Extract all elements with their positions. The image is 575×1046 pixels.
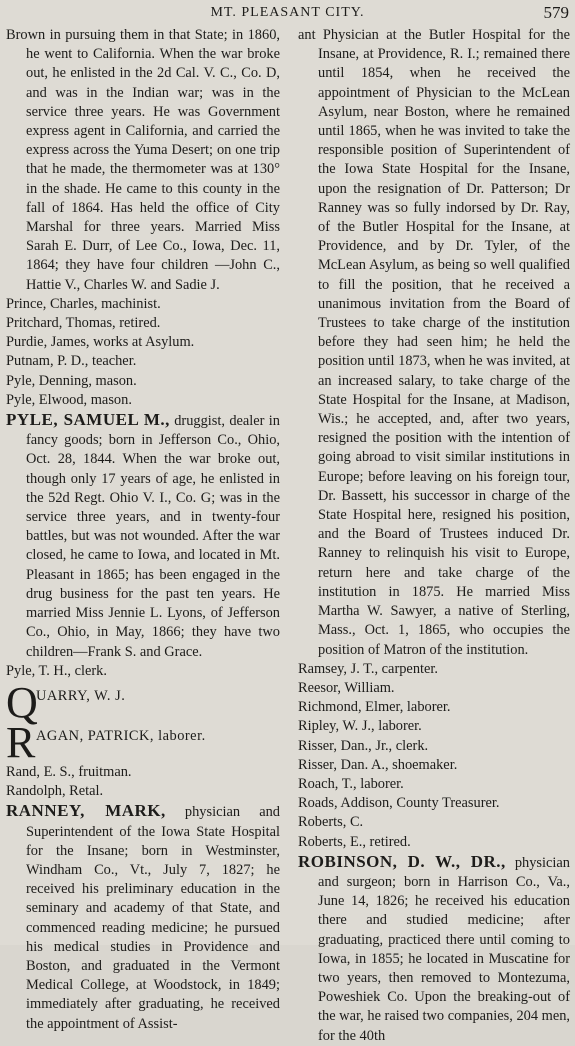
page-number: 579	[543, 3, 569, 22]
section-r-heading	[6, 717, 280, 767]
entry-name: PYLE, SAMUEL M.,	[6, 410, 170, 430]
list-item: Roberts, C.	[298, 814, 364, 831]
name-list-r	[6, 763, 280, 801]
entry-text: druggist, dealer in fancy goods; born in Jefferson Co., Ohio, Oct. 28, 1844. When the war broke out, though only 17 years of age, he enlisted in the 52d Regt. Ohio V. I., Co. G; was in the service three years, and in twenty-four battles, but was not wounded. After the war closed, he came to Iowa, and located in Mt. Pleasant in 1865; has been engaged in the drug business for the past ten years. He married Miss Jennie L. Lyons, of Jefferson Co., Ohio, in May, 1866; they have two children—Frank S. and Grace.	[26, 413, 280, 660]
list-item: Pyle, T. H., clerk.	[6, 662, 107, 679]
list-item: Randolph, Retal.	[6, 783, 104, 800]
entry-robinson	[298, 852, 570, 1046]
entry-text: Brown in pursuing them in that State; in 1860, he went to California. When the war broke out, he enlisted in the 2d Cal. V. C., Co. D, and was in the Indian war; was in the service three years. He was Government express agent in California, and carried the express across the Yuma Desert; on one trip that he made, the thermometer was at 130° in the shade. He came to this county in the fall of 1864. Has held the office of City Marshal for three years. Married Miss Sarah E. Durr, of Lee Co., Iowa, Dec. 11, 1864; they have four children —John C., Hattie V., Charles W. and Sadie J.	[6, 27, 280, 293]
list-item: Roberts, E., retired.	[298, 833, 411, 850]
entry-text: ant Physician at the Butler Hospital for the Insane, at Providence, R. I.; remained there until 1854, when he received the appointment of Physician to the McLean Asylum, near Boston, where he remained until 1865, when he was invited to take the responsible position of Superintendent of the Iowa State Hospital for the Insane, upon the resignation of Dr. Patterson; Dr Ranney was so fully indorsed by Dr. Ray, of the Butler Hospital for the Insane, at Providence, and by Dr. Tyler, of the McLean Asylum, as being so well qualified to fill the position, that he received a unanimous invitation from the Board of Trustees to take charge of the institution before they had seen him; he held the position until 1873, when he was invited, at an increased salary, to take charge of the State Hospital for the Insane, at Madison, Wis.; he accepted, and, after two years, resigned the position with the intention of going abroad to visit similar institutions in Europe; before leaving on his foreign tour, Dr. Bassett, his successor in charge of the State Hospital here, resigned his position, and the Board of Trustees induced Dr. Ranney to relinquish his visit to Europe, return here and take charge of the institution in 1875. He married Miss Martha W. Sawyer, a native of Sterling, Mass., Oct. 1, 1865, who occupies the position of Matron of the institution.	[298, 27, 570, 658]
running-title: MT. PLEASANT CITY.	[210, 5, 365, 20]
list-item: Ramsey, J. T., carpenter.	[298, 660, 438, 677]
page-header	[0, 2, 575, 24]
entry-ranney-mark	[6, 801, 280, 1033]
drop-cap-entry: AGAN, PATRICK, laborer.	[36, 727, 206, 744]
drop-cap-entry: UARRY, W. J.	[36, 687, 126, 704]
right-column	[298, 26, 570, 1044]
list-item: Roach, T., laborer.	[298, 775, 404, 792]
drop-cap-letter: R	[6, 717, 36, 767]
list-item: Reesor, William.	[298, 679, 395, 696]
list-item: Risser, Dan. A., shoemaker.	[298, 756, 458, 773]
list-item: Roads, Addison, County Treasurer.	[298, 795, 500, 812]
left-column	[6, 26, 280, 1032]
list-item: Pyle, Elwood, mason.	[6, 391, 132, 408]
name-list-ra-ro	[298, 660, 570, 852]
entry-ranney-continued	[298, 26, 570, 660]
section-q-heading	[6, 677, 280, 727]
entry-brown-continued	[6, 26, 280, 295]
entry-name: RANNEY, MARK,	[6, 801, 166, 821]
list-item: Risser, Dan., Jr., clerk.	[298, 737, 429, 754]
entry-text: physician and surgeon; born in Harrison Co., Va., June 14, 1826; he received his education there and studied medicine; after graduating, practiced there until coming to Iowa, in 1855; he located in Muscatine for two years, then removed to Montezuma, Poweshiek Co. Upon the breaking-out of the war, he raised two companies, 204 men, for the 40th	[318, 854, 570, 1044]
list-item: Prince, Charles, machinist.	[6, 295, 161, 312]
list-item: Putnam, P. D., teacher.	[6, 353, 137, 370]
list-item: Purdie, James, works at Asylum.	[6, 334, 195, 351]
entry-text: physician and Superintendent of the Iowa State Hospital for the Insane; born in Westminster, Windham Co., Vt., July 7, 1827; he received his preliminary education in the seminary and academy of that State, and commenced reading medicine; he pursued his medical studies in Providence and Boston, and graduated in the Vermont Medical College, at Woodstock, in 1849; immediately after graduating, he received the appointment of Assist-	[26, 804, 280, 1032]
name-list-p	[6, 295, 280, 410]
list-item: Rand, E. S., fruitman.	[6, 763, 132, 780]
drop-cap-letter: Q	[6, 677, 38, 727]
entry-pyle-samuel	[6, 410, 280, 662]
list-item: Richmond, Elmer, laborer.	[298, 699, 451, 716]
list-item: Pyle, Denning, mason.	[6, 372, 137, 389]
list-item: Pritchard, Thomas, retired.	[6, 315, 161, 332]
entry-name: ROBINSON, D. W., DR.,	[298, 851, 506, 871]
list-item: Ripley, W. J., laborer.	[298, 718, 422, 735]
